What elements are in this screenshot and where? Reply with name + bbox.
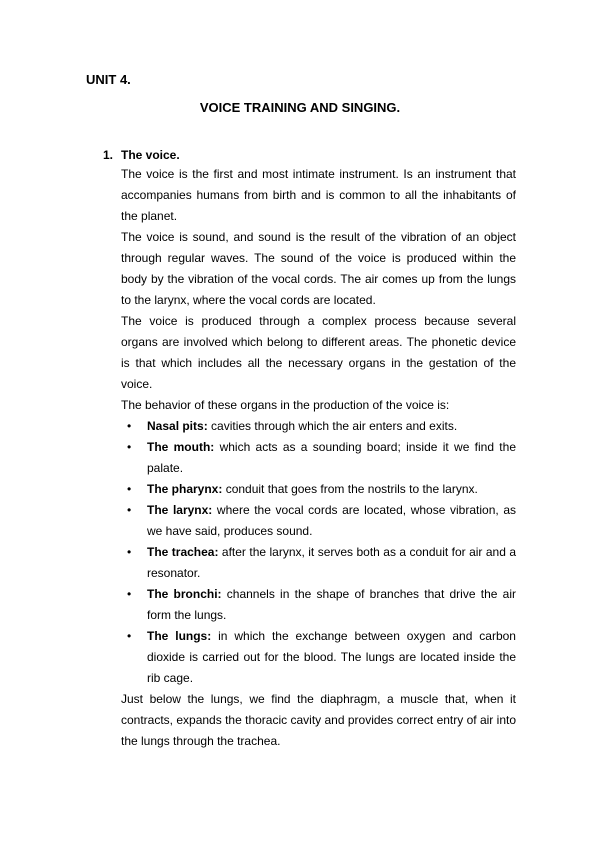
- organ-list: [121, 416, 516, 689]
- section-number: 1.: [103, 148, 114, 162]
- list-item-term: The bronchi:: [147, 587, 222, 601]
- bullet-icon: •: [127, 629, 132, 643]
- section-heading-text: The voice.: [121, 148, 180, 162]
- list-item-term: The larynx:: [147, 503, 213, 517]
- list-item: [121, 626, 516, 689]
- list-item: [121, 437, 516, 479]
- section-heading: [103, 148, 180, 162]
- list-item: [121, 479, 516, 500]
- list-item: [121, 416, 516, 437]
- paragraph: The voice is sound, and sound is the result of the vibration of an object through regular waves. The sound of the voice is produced within the body by the vibration of the vocal cords. The air comes up from the lungs to the larynx, where the vocal cords are located.: [121, 230, 516, 307]
- list-item-text: where the vocal cords are located, whose vibration, as we have said, produces sound.: [147, 503, 516, 538]
- bullet-icon: •: [127, 419, 132, 433]
- list-item-text: channels in the shape of branches that drive the air form the lungs.: [147, 587, 516, 622]
- bullet-icon: •: [127, 440, 132, 454]
- list-item-text: after the larynx, it serves both as a conduit for air and a resonator.: [147, 545, 517, 580]
- bullet-icon: •: [127, 545, 132, 559]
- list-item-term: The lungs:: [147, 629, 212, 643]
- list-item: [121, 584, 516, 626]
- list-item-text: cavities through which the air enters and exits.: [207, 419, 458, 433]
- bullet-icon: •: [127, 587, 132, 601]
- list-item-text: conduit that goes from the nostrils to the larynx.: [222, 482, 478, 496]
- list-item-term: Nasal pits:: [147, 419, 208, 433]
- list-item-term: The trachea:: [147, 545, 219, 559]
- page-title: VOICE TRAINING AND SINGING.: [199, 100, 401, 115]
- section-body: [121, 164, 516, 752]
- paragraph: Just below the lungs, we find the diaphragm, a muscle that, when it contracts, expands the thoracic cavity and provides correct entry of air into the lungs through the trachea.: [121, 692, 516, 748]
- list-item: [121, 542, 516, 584]
- paragraph: The voice is produced through a complex process because several organs are involved which belong to different areas. The phonetic device is that which includes all the necessary organs in the gestation of the voice.: [121, 314, 516, 391]
- list-item-term: The pharynx:: [147, 482, 223, 496]
- list-item-text: in which the exchange between oxygen and carbon dioxide is carried out for the blood. The lungs are located inside the rib cage.: [147, 629, 516, 685]
- list-item: [121, 500, 516, 542]
- bullet-icon: •: [127, 503, 132, 517]
- list-item-text: which acts as a sounding board; inside it we find the palate.: [147, 440, 516, 475]
- list-item-term: The mouth:: [147, 440, 215, 454]
- paragraph: The behavior of these organs in the production of the voice is:: [121, 398, 450, 412]
- bullet-icon: •: [127, 482, 132, 496]
- unit-label: UNIT 4.: [86, 72, 131, 87]
- paragraph: The voice is the first and most intimate instrument. Is an instrument that accompanies humans from birth and is common to all the inhabitants of the planet.: [121, 167, 516, 223]
